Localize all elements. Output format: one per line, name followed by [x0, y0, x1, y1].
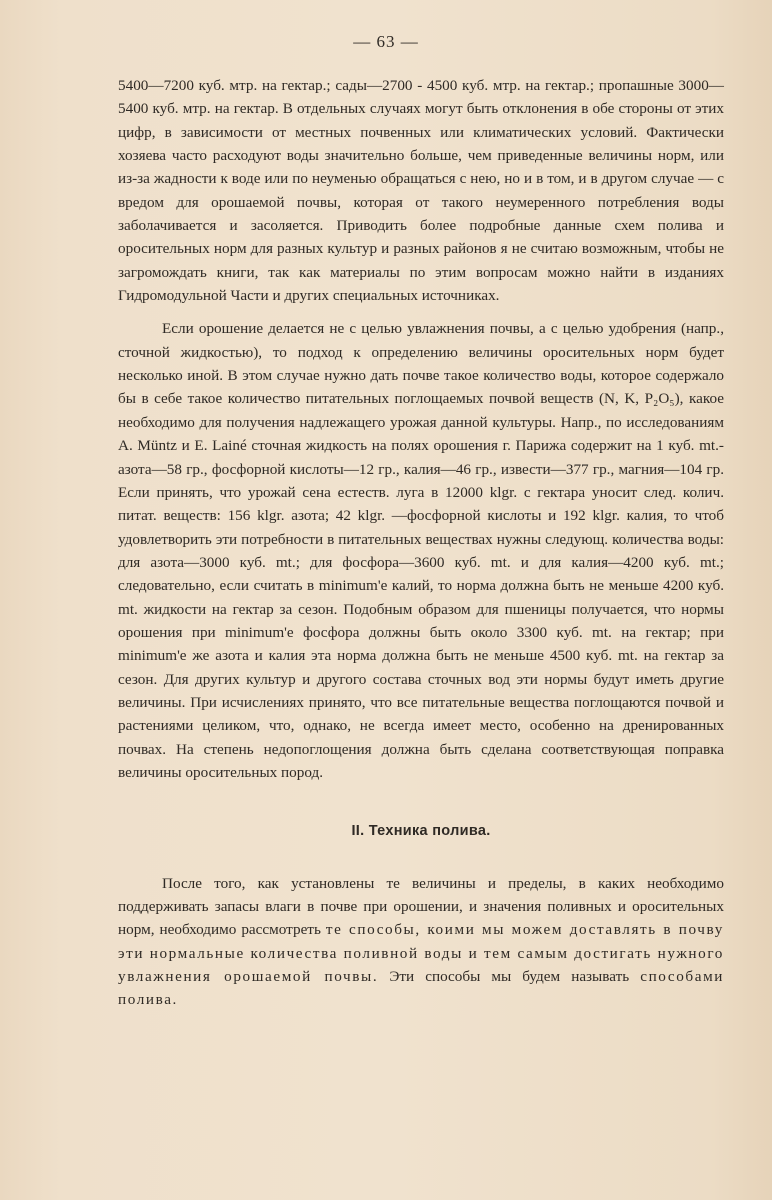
section-heading: II. Техника полива. [351, 823, 491, 840]
paragraph-1: 5400—7200 куб. мтр. на гектар.; сады—2700 - 4500 куб. мтр. на гектар.; пропашные 3000—5400 куб. мтр. на гектар. В отдельных случаях могут быть отклонения в обе стороны от этих цифр, в зависимости от местных почвенных или климатических условий. Фактически хозяева часто расходуют воды значительно больше, чем приведенные величины норм, или из-за жадности к воде или по неуменью обращаться с нею, но и в том, и в другом случае — с вредом для орошаемой почвы, которая от такого неумеренного потребления воды заболачивается и засоляется. Приводить более подробные данные схем полива и оросительных норм для разных культур и разных районов я не считаю возможным, чтобы не загромождать книги, так как материалы по этим вопросам можно найти в изданиях Гидромодульной Части и других специальных источниках. [118, 77, 724, 305]
page-body [118, 74, 724, 1012]
paragraph-3-start: После того, как установлены те величины и пределы, в каких необходимо поддерживать запасы влаги в почве при орошении, и значения поливных и оросительных норм, необходимо рассмотреть [118, 874, 724, 939]
paragraph-3-end: способами полива. [118, 968, 725, 1009]
paragraph-2: Если орошение делается не с целью увлажнения почвы, а с целью удобрения (напр., сточной жидкостью), то подход к определению величины оросительных норм будет несколько иной. В этом случае нужно дать почве такое количество воды, которое содержало бы в себе такое количество питательных поглощаемых почвой веществ (N, K, P₂O₅), какое необходимо для получения надлежащего урожая данной культуры. Напр., по исследованиям A. Müntz и E. Lainé сточная жидкость на полях орошения г. Парижа содержит на 1 куб. mt.-азота—58 гр., фосфорной кислоты—12 гр., калия—46 гр., извести—377 гр., магния—104 гр. Если принять, что урожай сена естеств. луга в 12000 klgr. с гектара уносит след. колич. питат. веществ: 156 klgr. азота; 42 klgr. —фосфорной кислоты и 192 klgr. калия, то чтоб удовлетворить эти потребности в питательных веществах нужны следующ. количества воды: для азота—3000 куб. mt.; для фосфора—3600 куб. mt. и для калия—4200 куб. mt.; следовательно, если считать в minimum'е калий, то норма должна быть не меньше 4200 куб. mt. жидкости на гектар за сезон. Подобным образом для пшеницы получается, что нормы орошения при minimum'е фосфора должны быть около 3300 куб. mt. на гектар; при minimum'е же азота и калия эта норма должна быть не меньше 4500 куб. mt. на гектар за сезон. Для других культур и другого состава сточных вод эти нормы будут иметь другие величины. При исчислениях принято, что все питательные вещества поглощаются почвой и растениями целиком, что, однако, не всегда имеет место, особенно на дренированных почвах. На степень недопоглощения должна быть сделана соответствующая поправка величины оросительных пород. [118, 320, 724, 781]
paragraph-3-spaced: те способы, коими мы можем доставлять в почву эти нормальные количества поливной воды и тем самым достигать нужного увлажнения орошаемой почвы. [118, 921, 724, 986]
page-number: — 63 — [353, 32, 419, 51]
paragraph-3-middle: Эти способы мы будем называть [389, 968, 630, 986]
paragraph-3 [118, 872, 724, 1012]
